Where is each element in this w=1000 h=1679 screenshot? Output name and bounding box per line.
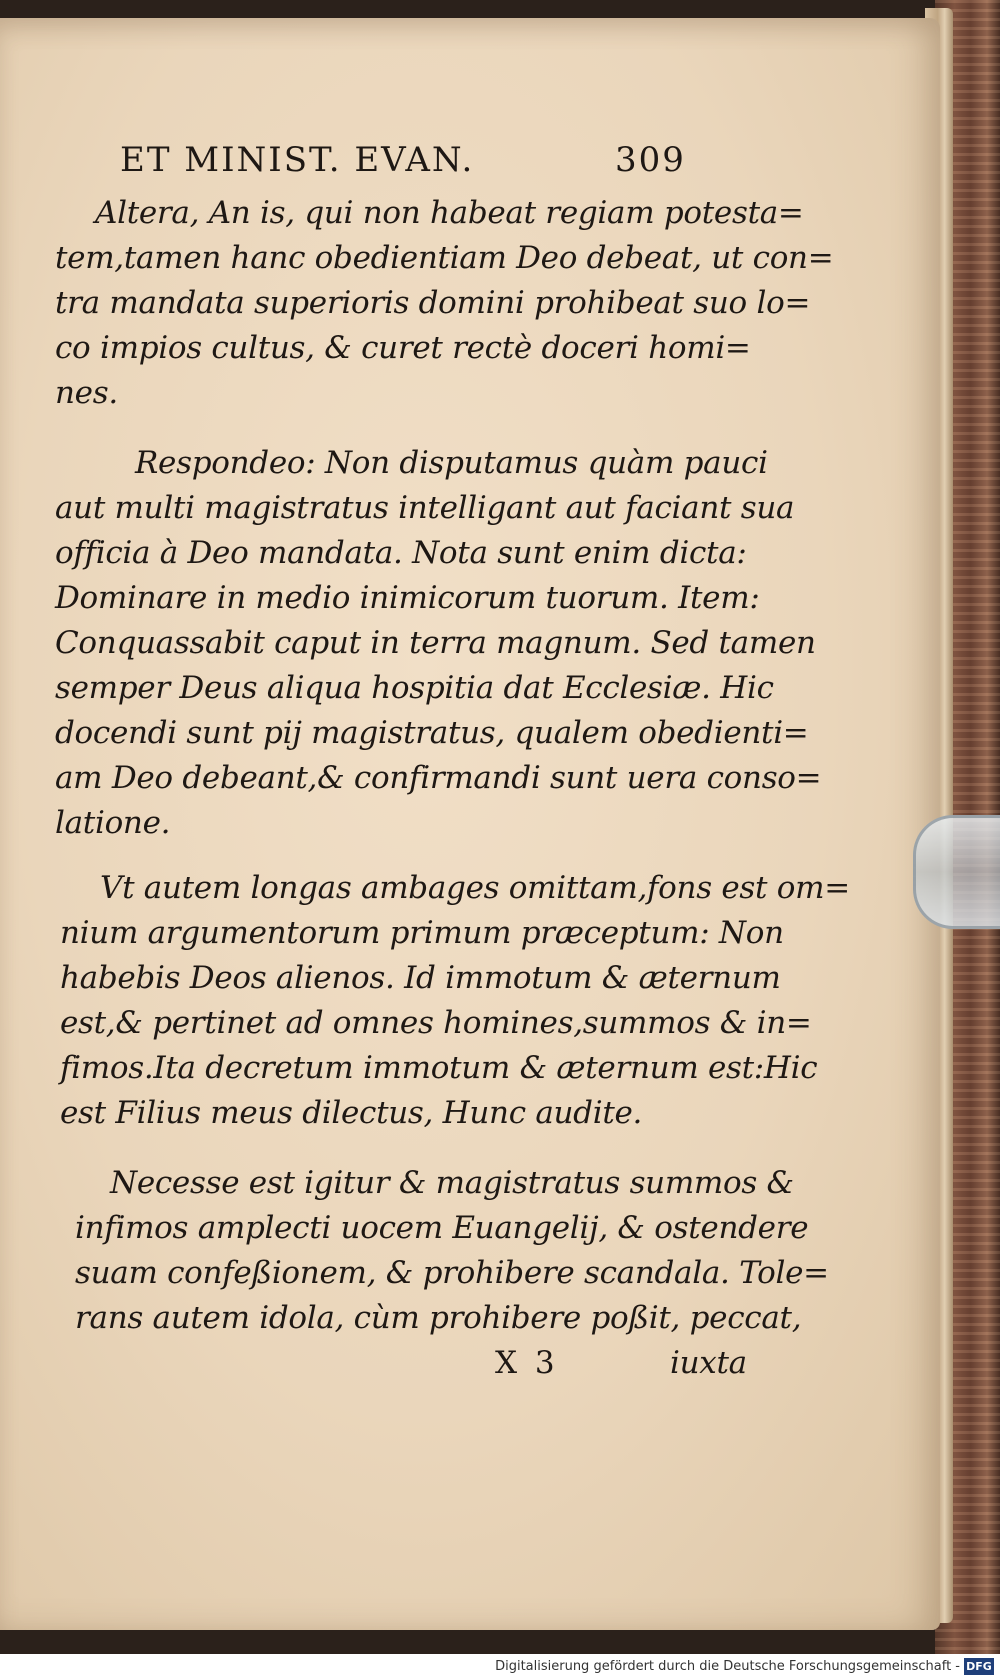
- text-line: est,& pertinet ad omnes homines,summos & in=: [60, 1005, 812, 1041]
- text-line: Altera, An is, qui non habeat regiam potesta=: [95, 195, 804, 231]
- text-line: am Deo debeant,& confirmandi sunt uera conso=: [55, 760, 822, 796]
- text-line: Respondeo: Non disputamus quàm pauci: [135, 445, 768, 481]
- text-line: infimos amplecti uocem Euangelij, & ostendere: [75, 1210, 809, 1246]
- text-line: co impios cultus, & curet rectè doceri homi=: [55, 330, 751, 366]
- page-number: 309: [615, 140, 686, 180]
- text-line: Conquassabit caput in terra magnum. Sed tamen: [55, 625, 816, 661]
- dfg-logo: DFG: [964, 1658, 994, 1675]
- text-line: aut multi magistratus intelligant aut faciant sua: [55, 490, 795, 526]
- text-line: semper Deus aliqua hospitia dat Ecclesiæ. Hic: [55, 670, 774, 706]
- text-line: tra mandata superioris domini prohibeat suo lo=: [55, 285, 811, 321]
- footer-credit: Digitalisierung gefördert durch die Deutsche Forschungsgemeinschaft -: [495, 1659, 960, 1674]
- text-line: officia à Deo mandata. Nota sunt enim dicta:: [55, 535, 747, 571]
- text-line: fimos.Ita decretum immotum & æternum est:Hic: [60, 1050, 818, 1086]
- text-line: suam confeßionem, & prohibere scandala. Tole=: [75, 1255, 829, 1291]
- text-line: habebis Deos alienos. Id immotum & æternum: [60, 960, 781, 996]
- text-line: nium argumentorum primum præceptum: Non: [60, 915, 784, 951]
- text-line: docendi sunt pij magistratus, qualem obedienti=: [55, 715, 809, 751]
- text-line: nes.: [55, 375, 118, 411]
- text-line: Vt autem longas ambages omittam,fons est om=: [100, 870, 850, 906]
- footer-bar: [0, 1654, 1000, 1679]
- text-line: est Filius meus dilectus, Hunc audite.: [60, 1095, 643, 1131]
- text-line: Dominare in medio inimicorum tuorum. Item:: [55, 580, 760, 616]
- text-line: tem,tamen hanc obedientiam Deo debeat, ut con=: [55, 240, 834, 276]
- catchword: iuxta: [670, 1345, 747, 1381]
- text-line: rans autem idola, cùm prohibere poßit, peccat,: [75, 1300, 802, 1336]
- running-title: ET MINIST. EVAN.: [120, 140, 475, 180]
- text-line: Necesse est igitur & magistratus summos &: [110, 1165, 794, 1201]
- text-line: latione.: [55, 805, 171, 841]
- signature-mark: X 3: [495, 1345, 559, 1381]
- page-clip: [913, 815, 1000, 929]
